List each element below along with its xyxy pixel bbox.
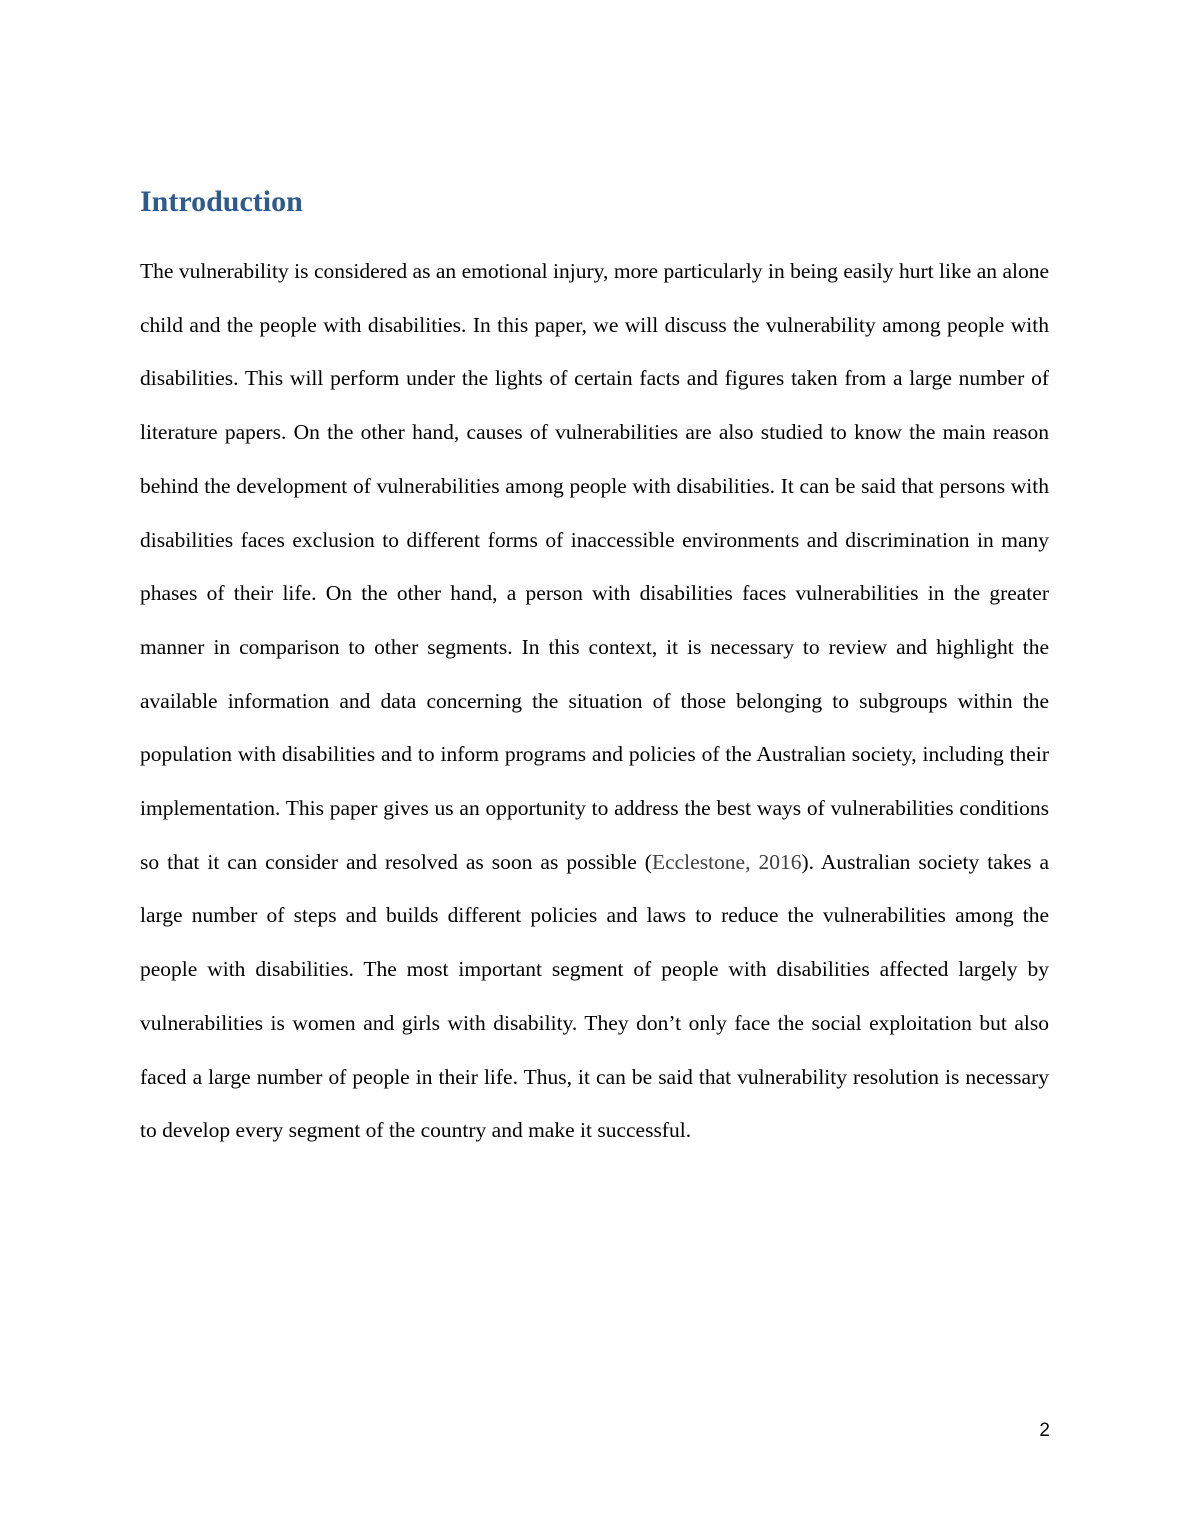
citation-link: Ecclestone, 2016 xyxy=(651,849,802,874)
paragraph-text-part-1: The vulnerability is considered as an emotional injury, more particularly in being easily hurt like an alone child and the people with disabilities. In this paper, we will discuss the vulnerability among people with disabilities. This will perform under the lights of certain facts and figures taken from a large number of literature papers. On the other hand, causes of vulnerabilities are also studied to know the main reason behind the development of vulnerabilities among people with disabilities. It can be said that persons with disabilities faces exclusion to different forms of inaccessible environments and discrimination in many phases of their life. On the other hand, a person with disabilities faces vulnerabilities in the greater manner in comparison to other segments. In this context, it is necessary to review and highlight the available information and data concerning the situation of those belonging to subgroups within the population with disabilities and to inform programs and policies of the Australian society, including their implementation. This paper gives us an opportunity to address the best ways of vulnerabilities conditions so that it can consider and resolved as soon as possible ( xyxy=(140,259,1049,874)
page-number: 2 xyxy=(1039,1420,1050,1441)
paragraph-text-part-2: ). Australian society takes a large number of steps and builds different policies and laws to reduce the vulnerabilities among the people with disabilities. The most important segment of people with disabilities affected largely by vulnerabilities is women and girls with disability. They don’t only face the social exploitation but also faced a large number of people in their life. Thus, it can be said that vulnerability resolution is necessary to develop every segment of the country and make it successful. xyxy=(140,849,1050,1143)
section-heading: Introduction xyxy=(140,185,303,218)
introduction-paragraph xyxy=(140,245,1049,1158)
